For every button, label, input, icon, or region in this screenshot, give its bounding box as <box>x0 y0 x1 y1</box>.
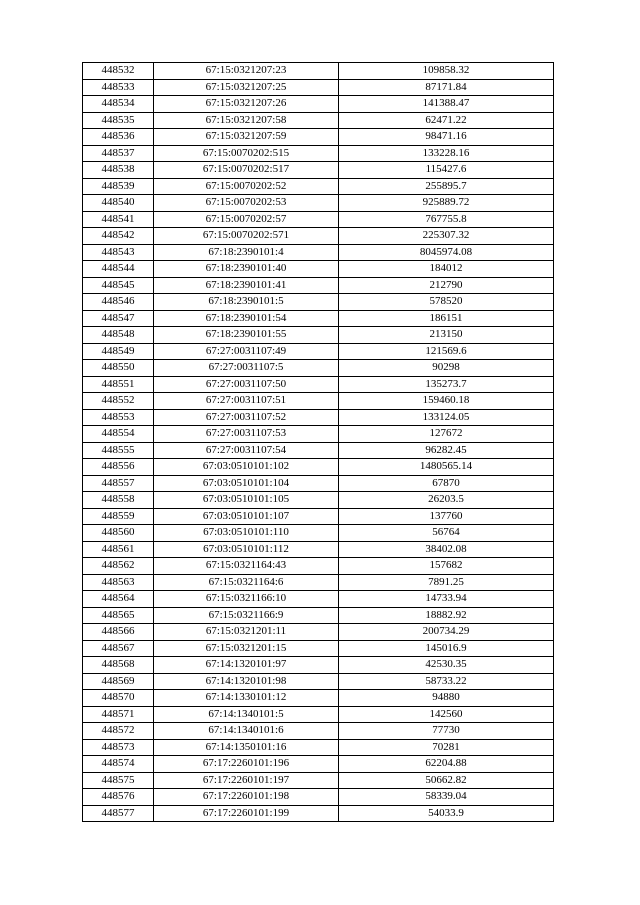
value-cell: 58339.04 <box>339 789 554 806</box>
value-cell: 925889.72 <box>339 195 554 212</box>
cadastral-number-cell: 67:27:0031107:49 <box>154 343 339 360</box>
cadastral-number-cell: 67:14:1340101:6 <box>154 723 339 740</box>
table-row <box>83 789 554 806</box>
value-cell: 127672 <box>339 426 554 443</box>
cadastral-number-cell: 67:14:1330101:12 <box>154 690 339 707</box>
value-cell: 98471.16 <box>339 129 554 146</box>
cadastral-number-cell: 67:15:0321166:9 <box>154 607 339 624</box>
cadastral-number-cell: 67:18:2390101:4 <box>154 244 339 261</box>
value-cell: 18882.92 <box>339 607 554 624</box>
row-number-cell: 448568 <box>83 657 154 674</box>
value-cell: 212790 <box>339 277 554 294</box>
value-cell: 135273.7 <box>339 376 554 393</box>
row-number-cell: 448558 <box>83 492 154 509</box>
table-row <box>83 409 554 426</box>
table-row <box>83 376 554 393</box>
row-number-cell: 448554 <box>83 426 154 443</box>
cadastral-number-cell: 67:15:0321164:43 <box>154 558 339 575</box>
table-row <box>83 805 554 822</box>
row-number-cell: 448574 <box>83 756 154 773</box>
row-number-cell: 448564 <box>83 591 154 608</box>
table-row <box>83 640 554 657</box>
table-row <box>83 327 554 344</box>
table-row <box>83 706 554 723</box>
value-cell: 137760 <box>339 508 554 525</box>
value-cell: 50662.82 <box>339 772 554 789</box>
table-row <box>83 343 554 360</box>
table-row <box>83 244 554 261</box>
cadastral-number-cell: 67:14:1320101:97 <box>154 657 339 674</box>
row-number-cell: 448573 <box>83 739 154 756</box>
value-cell: 213150 <box>339 327 554 344</box>
table-row <box>83 508 554 525</box>
table-row <box>83 574 554 591</box>
table-row <box>83 475 554 492</box>
value-cell: 77730 <box>339 723 554 740</box>
row-number-cell: 448552 <box>83 393 154 410</box>
cadastral-value-table <box>82 62 554 822</box>
cadastral-number-cell: 67:03:0510101:104 <box>154 475 339 492</box>
row-number-cell: 448542 <box>83 228 154 245</box>
row-number-cell: 448560 <box>83 525 154 542</box>
row-number-cell: 448538 <box>83 162 154 179</box>
row-number-cell: 448571 <box>83 706 154 723</box>
table-row <box>83 63 554 80</box>
table-row <box>83 657 554 674</box>
row-number-cell: 448557 <box>83 475 154 492</box>
cadastral-number-cell: 67:14:1340101:5 <box>154 706 339 723</box>
cadastral-number-cell: 67:15:0321207:25 <box>154 79 339 96</box>
cadastral-number-cell: 67:17:2260101:198 <box>154 789 339 806</box>
cadastral-number-cell: 67:15:0321201:11 <box>154 624 339 641</box>
cadastral-number-cell: 67:18:2390101:54 <box>154 310 339 327</box>
cadastral-number-cell: 67:15:0070202:52 <box>154 178 339 195</box>
cadastral-number-cell: 67:27:0031107:53 <box>154 426 339 443</box>
cadastral-number-cell: 67:15:0321164:6 <box>154 574 339 591</box>
table-row <box>83 195 554 212</box>
value-cell: 578520 <box>339 294 554 311</box>
row-number-cell: 448548 <box>83 327 154 344</box>
value-cell: 133228.16 <box>339 145 554 162</box>
table-row <box>83 442 554 459</box>
row-number-cell: 448569 <box>83 673 154 690</box>
row-number-cell: 448556 <box>83 459 154 476</box>
value-cell: 255895.7 <box>339 178 554 195</box>
row-number-cell: 448555 <box>83 442 154 459</box>
value-cell: 62471.22 <box>339 112 554 129</box>
cadastral-number-cell: 67:17:2260101:197 <box>154 772 339 789</box>
value-cell: 115427.6 <box>339 162 554 179</box>
row-number-cell: 448540 <box>83 195 154 212</box>
row-number-cell: 448544 <box>83 261 154 278</box>
row-number-cell: 448546 <box>83 294 154 311</box>
value-cell: 157682 <box>339 558 554 575</box>
value-cell: 70281 <box>339 739 554 756</box>
row-number-cell: 448553 <box>83 409 154 426</box>
value-cell: 14733.94 <box>339 591 554 608</box>
value-cell: 1480565.14 <box>339 459 554 476</box>
cadastral-number-cell: 67:15:0070202:53 <box>154 195 339 212</box>
table-row <box>83 591 554 608</box>
table-row <box>83 211 554 228</box>
table-row <box>83 673 554 690</box>
value-cell: 184012 <box>339 261 554 278</box>
cadastral-number-cell: 67:03:0510101:107 <box>154 508 339 525</box>
table-row <box>83 739 554 756</box>
value-cell: 58733.22 <box>339 673 554 690</box>
row-number-cell: 448543 <box>83 244 154 261</box>
cadastral-number-cell: 67:14:1350101:16 <box>154 739 339 756</box>
value-cell: 186151 <box>339 310 554 327</box>
cadastral-number-cell: 67:15:0321201:15 <box>154 640 339 657</box>
row-number-cell: 448559 <box>83 508 154 525</box>
cadastral-number-cell: 67:15:0070202:57 <box>154 211 339 228</box>
table-row <box>83 426 554 443</box>
table-row <box>83 294 554 311</box>
value-cell: 62204.88 <box>339 756 554 773</box>
value-cell: 94880 <box>339 690 554 707</box>
table-row <box>83 772 554 789</box>
table-body <box>83 63 554 822</box>
value-cell: 90298 <box>339 360 554 377</box>
table-row <box>83 360 554 377</box>
value-cell: 67870 <box>339 475 554 492</box>
table-row <box>83 277 554 294</box>
value-cell: 96282.45 <box>339 442 554 459</box>
row-number-cell: 448563 <box>83 574 154 591</box>
row-number-cell: 448562 <box>83 558 154 575</box>
value-cell: 56764 <box>339 525 554 542</box>
cadastral-number-cell: 67:27:0031107:54 <box>154 442 339 459</box>
cadastral-number-cell: 67:15:0321166:10 <box>154 591 339 608</box>
row-number-cell: 448572 <box>83 723 154 740</box>
value-cell: 767755.8 <box>339 211 554 228</box>
value-cell: 133124.05 <box>339 409 554 426</box>
value-cell: 121569.6 <box>339 343 554 360</box>
table-row <box>83 558 554 575</box>
table-row <box>83 393 554 410</box>
row-number-cell: 448539 <box>83 178 154 195</box>
row-number-cell: 448566 <box>83 624 154 641</box>
row-number-cell: 448576 <box>83 789 154 806</box>
table-row <box>83 178 554 195</box>
cadastral-number-cell: 67:03:0510101:105 <box>154 492 339 509</box>
cadastral-number-cell: 67:03:0510101:112 <box>154 541 339 558</box>
table-row <box>83 756 554 773</box>
row-number-cell: 448541 <box>83 211 154 228</box>
cadastral-number-cell: 67:17:2260101:196 <box>154 756 339 773</box>
value-cell: 142560 <box>339 706 554 723</box>
table-row <box>83 129 554 146</box>
cadastral-number-cell: 67:27:0031107:51 <box>154 393 339 410</box>
value-cell: 8045974.08 <box>339 244 554 261</box>
value-cell: 109858.32 <box>339 63 554 80</box>
cadastral-number-cell: 67:27:0031107:50 <box>154 376 339 393</box>
value-cell: 141388.47 <box>339 96 554 113</box>
cadastral-number-cell: 67:18:2390101:40 <box>154 261 339 278</box>
cadastral-number-cell: 67:18:2390101:55 <box>154 327 339 344</box>
table-row <box>83 145 554 162</box>
cadastral-number-cell: 67:15:0321207:58 <box>154 112 339 129</box>
value-cell: 159460.18 <box>339 393 554 410</box>
cadastral-number-cell: 67:14:1320101:98 <box>154 673 339 690</box>
cadastral-number-cell: 67:15:0070202:515 <box>154 145 339 162</box>
value-cell: 42530.35 <box>339 657 554 674</box>
table-row <box>83 79 554 96</box>
cadastral-number-cell: 67:03:0510101:102 <box>154 459 339 476</box>
row-number-cell: 448532 <box>83 63 154 80</box>
row-number-cell: 448551 <box>83 376 154 393</box>
row-number-cell: 448535 <box>83 112 154 129</box>
cadastral-number-cell: 67:18:2390101:41 <box>154 277 339 294</box>
cadastral-number-cell: 67:17:2260101:199 <box>154 805 339 822</box>
value-cell: 145016.9 <box>339 640 554 657</box>
row-number-cell: 448567 <box>83 640 154 657</box>
table-row <box>83 492 554 509</box>
cadastral-number-cell: 67:15:0321207:26 <box>154 96 339 113</box>
table-row <box>83 228 554 245</box>
row-number-cell: 448570 <box>83 690 154 707</box>
cadastral-number-cell: 67:18:2390101:5 <box>154 294 339 311</box>
value-cell: 26203.5 <box>339 492 554 509</box>
table-row <box>83 96 554 113</box>
cadastral-number-cell: 67:15:0321207:23 <box>154 63 339 80</box>
row-number-cell: 448549 <box>83 343 154 360</box>
cadastral-number-cell: 67:15:0070202:517 <box>154 162 339 179</box>
row-number-cell: 448537 <box>83 145 154 162</box>
row-number-cell: 448533 <box>83 79 154 96</box>
row-number-cell: 448575 <box>83 772 154 789</box>
table-row <box>83 112 554 129</box>
row-number-cell: 448534 <box>83 96 154 113</box>
table-row <box>83 607 554 624</box>
table-row <box>83 525 554 542</box>
table-row <box>83 723 554 740</box>
table-row <box>83 690 554 707</box>
row-number-cell: 448577 <box>83 805 154 822</box>
table-row <box>83 624 554 641</box>
row-number-cell: 448565 <box>83 607 154 624</box>
row-number-cell: 448536 <box>83 129 154 146</box>
value-cell: 38402.08 <box>339 541 554 558</box>
value-cell: 54033.9 <box>339 805 554 822</box>
table-row <box>83 310 554 327</box>
table-row <box>83 541 554 558</box>
cadastral-number-cell: 67:15:0321207:59 <box>154 129 339 146</box>
table-row <box>83 261 554 278</box>
row-number-cell: 448545 <box>83 277 154 294</box>
row-number-cell: 448561 <box>83 541 154 558</box>
value-cell: 200734.29 <box>339 624 554 641</box>
value-cell: 87171.84 <box>339 79 554 96</box>
table-row <box>83 459 554 476</box>
cadastral-number-cell: 67:27:0031107:52 <box>154 409 339 426</box>
cadastral-number-cell: 67:27:0031107:5 <box>154 360 339 377</box>
table-row <box>83 162 554 179</box>
cadastral-number-cell: 67:03:0510101:110 <box>154 525 339 542</box>
row-number-cell: 448550 <box>83 360 154 377</box>
value-cell: 7891.25 <box>339 574 554 591</box>
value-cell: 225307.32 <box>339 228 554 245</box>
cadastral-number-cell: 67:15:0070202:571 <box>154 228 339 245</box>
row-number-cell: 448547 <box>83 310 154 327</box>
